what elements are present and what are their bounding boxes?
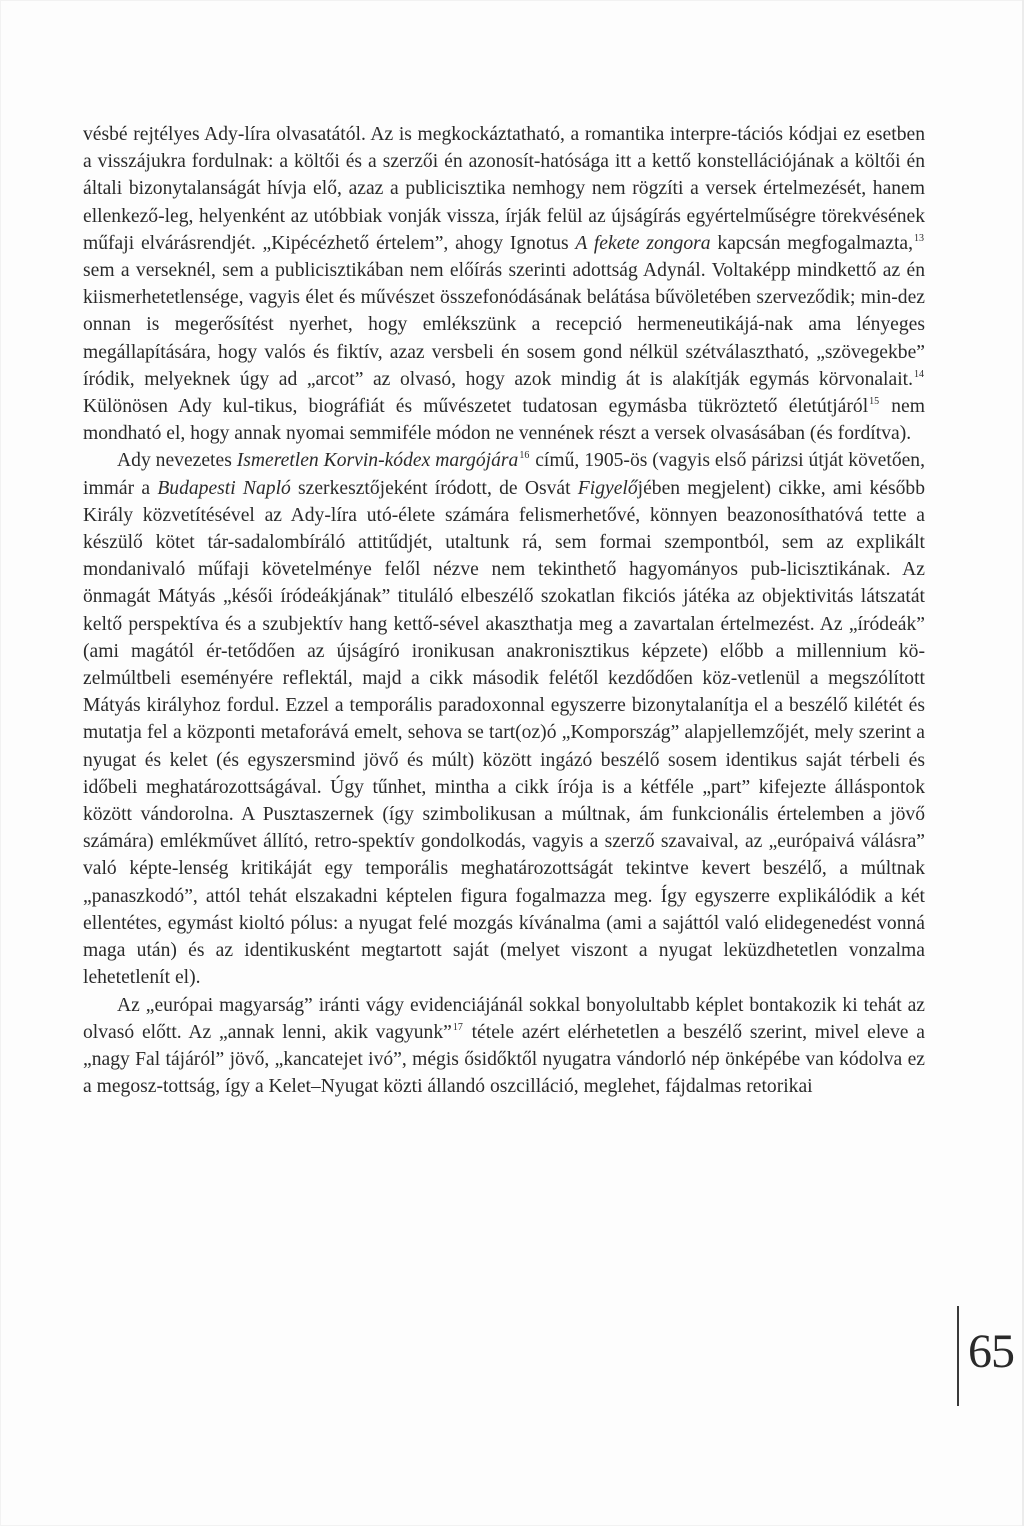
paragraph [83,447,925,991]
footnote-ref: 14 [914,368,924,380]
text-run: Különösen Ady kul-tikus, biográfiát és művészetet tudatosan egymásba tükröztető életútjáról [83,396,869,418]
footnote-ref: 16 [519,450,530,462]
text-run: vésbé rejtélyes Ady-líra olvasatától. Az is megkockáztatható, a romantika interpre-tációs kódjai ez esetben a visszájukra fordulnak: a költői és a szerzői én azonosít-hatósága itt a kettő konstellációjának a költői én általi bizonytalanságát hívja elő, azaz a publicisztika nemhogy nem rögzíti a versek értelmezését, hanem ellenkező-leg, helyenként az utóbbiak vonják vissza, írják felül az újságírás egyértelműségre törekvésének műfaji elvárásrendjét. „Kipécézhető értelem”, ahogy Ignotus [83,124,925,254]
italic-title: Ismeretlen Korvin-kódex margójára [236,450,519,472]
text-run: Ady nevezetes [117,450,237,472]
text-run: kapcsán megfogalmazta, [710,232,913,254]
text-run: jében megjelent) cikke, ami később Király közvetítésével az Ady-líra utó-élete számára felismerhetővé, könnyen beazonosíthatóvá tette a készülő kötet tár-sadalombíráló attitűdjét, utaltunk rá, sem formai szempontból, sem az explikált mondanivaló műfaji követelménye felől nézve nem tekinthető hagyományos pub-licisztikának. Az önmagát Mátyás „késői íródeákjának” tituláló elbeszélő szokatlan fikciós játéka az objektivitás látszatát keltő perspektíva és a szubjektív hang kettő-sével akaszthatja meg a zavartalan értelmezést. Az „íródeák” (ami magától ér-tetődően az újságíró ironikusan anakronisztikus képzete) előbb a millennium kö-zelmúltbeli eseményére reflektál, majd a cikk második felétől kezdődően köz-vetlenül a megszólított Mátyás királyhoz fordul. Ezzel a temporális paradoxonnal egyszerre bizonytalanítja el a beszélő kilétét és mutatja fel a központi metaforává emelt, sehova se tart(oz)ó „Kompország” alapjellemzőjét, mely szerint a nyugat és kelet (és egyszersmind jövő és múlt) között ingázó beszélő sosem identikus saját térbeli és időbeli meghatározottságával. Úgy tűnhet, mintha a cikk írója is a kétféle „part” kifejezte álláspontok között vándorolna. A Pusztaszernek (így szimbolikusan a múltnak, ám funkcionális értelemben a jövő számára) emlékművet állító, retro-spektív gondolkodás, vagyis a szerző szavaival, az „európaivá válásra” való képte-lenség kritikáját egy temporális meghatározottságát tekintve kevert beszélő, a múltnak „panaszkodó”, attól tehát elszakadni képtelen figura fogalmazza meg. Így egyszerre explikálódik a két ellentétes, egymást kioltó pólus: a nyugat felé mozgás kívánalma (ami a sajáttól való elidegenedést vonná maga után) és az identikusként megtartott saját (melyet viszont a nyugat leküzdhetetlen vonzalma lehetetlenít el). [83,477,925,989]
body-text [83,121,925,1100]
italic-title: Figyelő [577,477,638,499]
text-run: című, 1905-ös (vagyis első párizsi útját követően, immár a [83,450,926,499]
text-run: sem a verseknél, sem a publicisztikában nem előírás szerinti adottság Adynál. Voltaképp mindkettő az én kiismerhetetlensége, vagyis élet és művészet összefonódásának belátása bűvöletében szerveződik; min-dez onnan is megerősítést nyerhet, hogy emlékszünk a recepció hermeneutikájá-nak ama lényeges megállapítására, hogy valós és fiktív, azaz versbeli én sosem gond nélkül szétválasztható, „szövegekbe” íródik, melyeknek úgy ad „arcot” az olvasó, hogy azok mindig át is alakítják egymás körvonalait. [83,260,925,390]
text-run: Az „európai magyarság” iránti vágy evidenciájánál sokkal bonyolultabb képlet bontakozik ki tehát az olvasó előtt. Az „annak lenni, akik vagyunk” [83,994,925,1043]
italic-title: Budapesti Napló [157,477,291,499]
page-number-rule [957,1306,959,1406]
footnote-ref: 13 [913,232,924,244]
text-run: szerkesztőjeként íródott, de Osvát [290,477,578,499]
footnote-ref: 17 [452,1021,463,1033]
text-run: nem mondható el, hogy annak nyomai semmiféle módon ne vennének részt a versek olvasásában (és fordítva). [83,396,925,445]
page-number: 65 [968,1325,1014,1378]
paragraph [83,121,925,447]
paragraph [83,992,925,1101]
footnote-ref: 15 [869,396,880,408]
italic-title: A fekete zongora [575,232,711,254]
text-run: tétele azért elérhetetlen a beszélő szerint, mivel eleve a „nagy Fal tájáról” jövő, „kancatejet ivó”, mégis ősidőktől nyugatra vándorló nép önképébe van kódolva ez a megosz-tottság, így a Kelet–Nyugat közti állandó oszcilláció, meglehet, fájdalmas retorikai [83,1021,925,1098]
